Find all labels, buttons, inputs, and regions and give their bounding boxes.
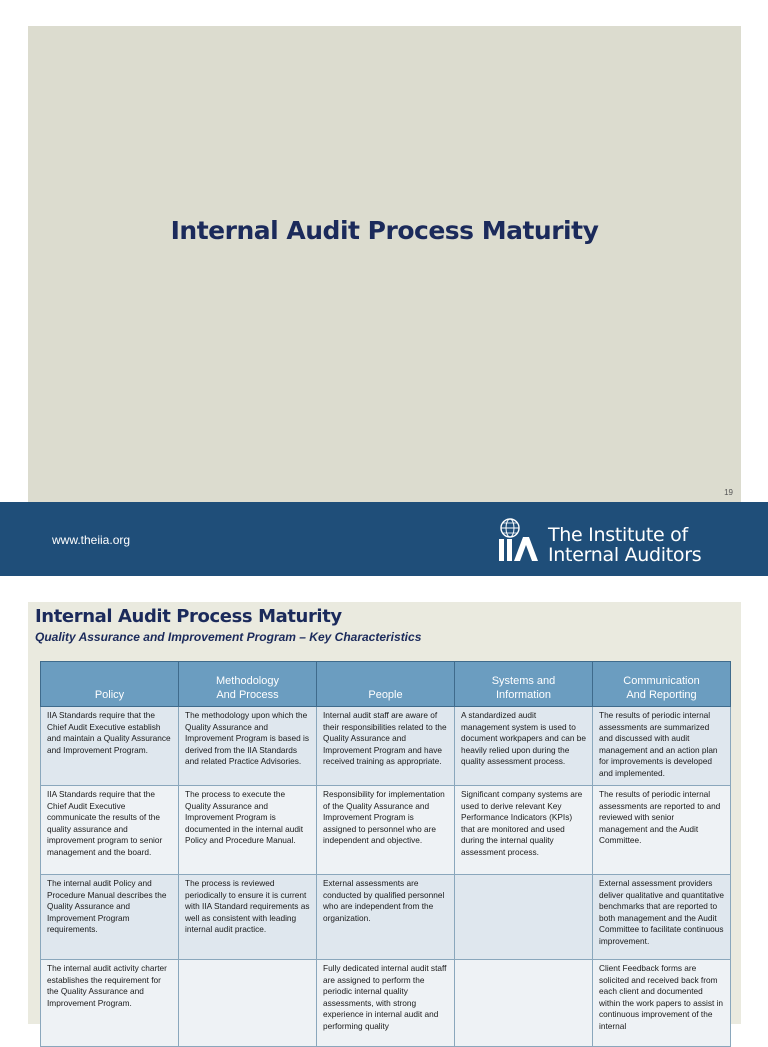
table-cell: The internal audit Policy and Procedure Manual describes the Quality Assurance and Improvement Program requirements. xyxy=(41,875,179,960)
footer-url[interactable]: www.theiia.org xyxy=(52,533,131,547)
table-cell: Responsibility for implementation of the Quality Assurance and Improvement Program is assigned to personnel who are independent and objective. xyxy=(317,786,455,875)
logo-line2: Internal Auditors xyxy=(548,544,702,566)
table-cell: IIA Standards require that the Chief Audit Executive communicate the results of the quality assurance and improvement program to senior management and the board. xyxy=(41,786,179,875)
qaip-table xyxy=(40,661,731,1047)
table-cell: External assessment providers deliver qualitative and quantitative benchmarks that are reported to both management and the Audit Committee to facilitate continuous improvement. xyxy=(593,875,731,960)
col-header-people: People xyxy=(317,662,455,707)
table-cell: Significant company systems are used to derive relevant Key Performance Indicators (KPIs) that are monitored and used during the internal quality assessment process. xyxy=(455,786,593,875)
table-cell: The methodology upon which the Quality Assurance and Improvement Program is based is derived from the IIA Standards and related Practice Advisories. xyxy=(179,707,317,786)
table-cell: Fully dedicated internal audit staff are assigned to perform the periodic internal quality assessments, with strong experience in internal audit and performing quality xyxy=(317,960,455,1047)
header-text: Methodology And Process xyxy=(216,675,279,701)
table-cell xyxy=(455,875,593,960)
table-cell: Client Feedback forms are solicited and received back from each client and documented within the work papers to assist in continuous improvement of the internal xyxy=(593,960,731,1047)
iia-logo xyxy=(496,517,726,565)
col-header-policy: Policy xyxy=(41,662,179,707)
table-cell: The process to execute the Quality Assurance and Improvement Program is documented in the internal audit Policy and Procedure Manual. xyxy=(179,786,317,875)
qaip-slide xyxy=(28,602,741,1031)
col-header-systems xyxy=(455,662,593,707)
col-header-methodology xyxy=(179,662,317,707)
page-number: 19 xyxy=(724,488,733,497)
table-cell xyxy=(179,960,317,1047)
table-row xyxy=(41,786,731,875)
slide2-subtitle: Quality Assurance and Improvement Program – Key Characteristics xyxy=(35,630,422,644)
title-slide xyxy=(28,26,741,503)
header-text: Communication And Reporting xyxy=(623,675,700,701)
logo-text xyxy=(548,525,701,565)
table-header-row xyxy=(41,662,731,707)
iia-globe-icon xyxy=(496,517,548,565)
slide2-title: Internal Audit Process Maturity xyxy=(35,606,342,627)
footer-bar xyxy=(0,502,768,576)
table-cell xyxy=(455,960,593,1047)
table-cell: The process is reviewed periodically to ensure it is current with IIA Standard requirements as well as consistent with leading internal audit practice. xyxy=(179,875,317,960)
table-row xyxy=(41,707,731,786)
header-text: Systems and Information xyxy=(491,675,556,701)
table-cell: A standardized audit management system is used to document workpapers and can be heavily relied upon during the quality assessment process. xyxy=(455,707,593,786)
table-cell: External assessments are conducted by qualified personnel who are independent from the organization. xyxy=(317,875,455,960)
slide-title: Internal Audit Process Maturity xyxy=(170,216,599,245)
table-cell: The results of periodic internal assessments are summarized and discussed with audit management and an action plan for improvements is developed and implemented. xyxy=(593,707,731,786)
table-cell: The results of periodic internal assessments are reported to and reviewed with senior management and the Audit Committee. xyxy=(593,786,731,875)
table-cell: IIA Standards require that the Chief Audit Executive establish and maintain a Quality Assurance and Improvement Program. xyxy=(41,707,179,786)
col-header-communication xyxy=(593,662,731,707)
table-row xyxy=(41,875,731,960)
table-row xyxy=(41,960,731,1047)
logo-line1: The Institute of xyxy=(548,524,688,546)
table-cell: Internal audit staff are aware of their responsibilities related to the Quality Assurance and Improvement Program and have received training as appropriate. xyxy=(317,707,455,786)
table-cell: The internal audit activity charter establishes the requirement for the Quality Assurance and Improvement Program. xyxy=(41,960,179,1047)
